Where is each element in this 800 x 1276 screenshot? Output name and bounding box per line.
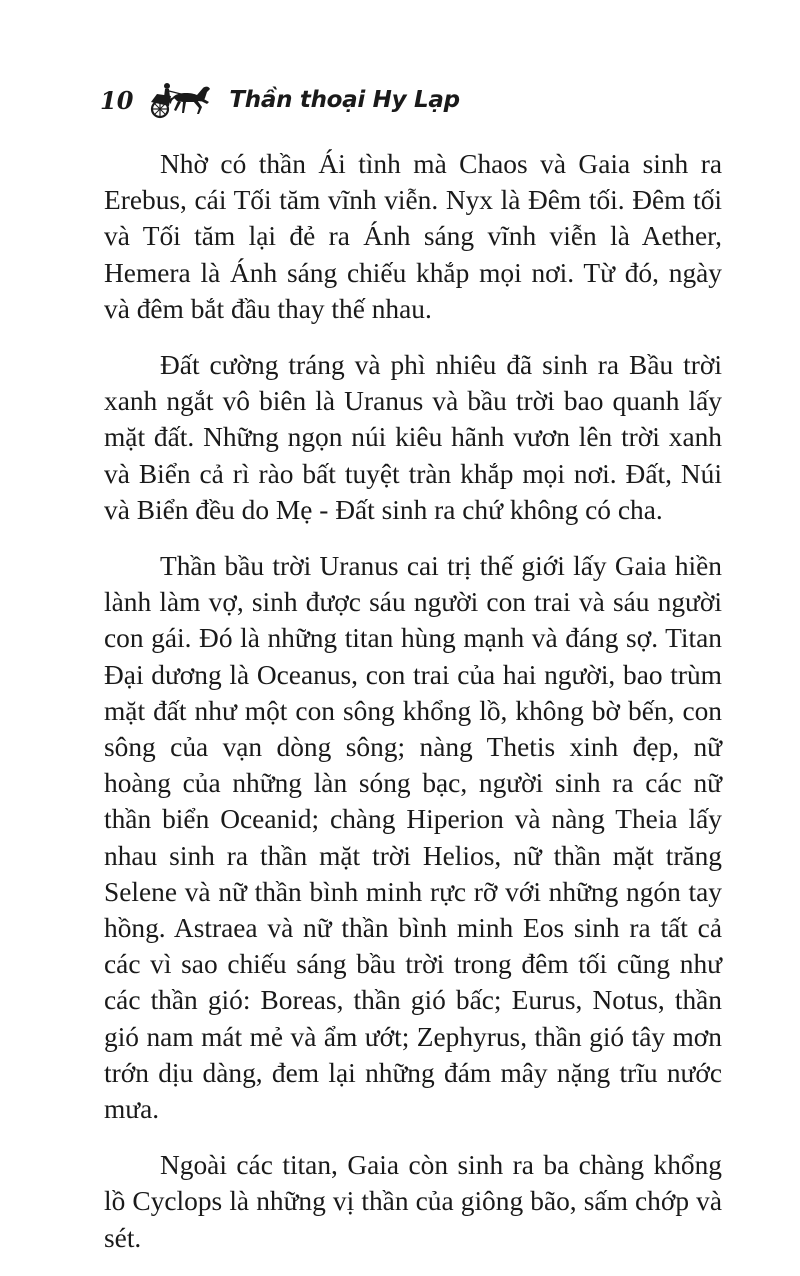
paragraph-chaos-gaia: Nhờ có thần Ái tình mà Chaos và Gaia sinh ra Erebus, cái Tối tăm vĩnh viễn. Nyx là Đêm tối. Đêm tối và Tối tăm lại đẻ ra Ánh sáng vĩnh viễn là Aether, Hemera là Ánh sáng chiếu khắp mọi nơi. Từ đó, ngày và đêm bắt đầu thay thế nhau. xyxy=(104,149,722,324)
paragraph-uranus-titans: Thần bầu trời Uranus cai trị thế giới lấy Gaia hiền lành làm vợ, sinh được sáu người con trai và sáu người con gái. Đó là những titan hùng mạnh và đáng sợ. Titan Đại dương là Oceanus, con trai của hai người, bao trùm mặt đất như một con sông khổng lồ, không bờ bến, con sông của vạn dòng sông; nàng Thetis xinh đẹp, nữ hoàng của những làn sóng bạc, người sinh ra các nữ thần biển Oceanid; chàng Hiperion và nàng Theia lấy nhau sinh ra thần mặt trời Helios, nữ thần mặt trăng Selene và nữ thần bình minh rực rỡ với những ngón tay hồng. Astraea và nữ thần bình minh Eos sinh ra tất cả các vì sao chiếu sáng bầu trời trong đêm tối cũng như các thần gió: Boreas, thần gió bấc; Eurus, Notus, thần gió nam mát mẻ và ẩm ướt; Zephyrus, thần gió tây mơn trớn dịu dàng, đem lại những đám mây nặng trĩu nước mưa. xyxy=(104,551,722,1125)
page-number: 10 xyxy=(100,85,134,115)
paragraph-earth-sky: Đất cường tráng và phì nhiêu đã sinh ra Bầu trời xanh ngắt vô biên là Uranus và bầu trời bao quanh lấy mặt đất. Những ngọn núi kiêu hãnh vươn lên trời xanh và Biển cả rì rào bất tuyệt tràn khắp mọi nơi. Đất, Núi và Biển đều do Mẹ - Đất sinh ra chứ không có cha. xyxy=(104,350,722,525)
running-header xyxy=(100,78,460,122)
book-title: Thần thoại Hy Lạp xyxy=(229,87,460,113)
chariot-horse-icon xyxy=(147,80,217,120)
paragraph-cyclops: Ngoài các titan, Gaia còn sinh ra ba chàng khổng lồ Cyclops là những vị thần của giông bão, sấm chớp và sét. xyxy=(104,1150,722,1253)
body-text xyxy=(104,146,722,1276)
